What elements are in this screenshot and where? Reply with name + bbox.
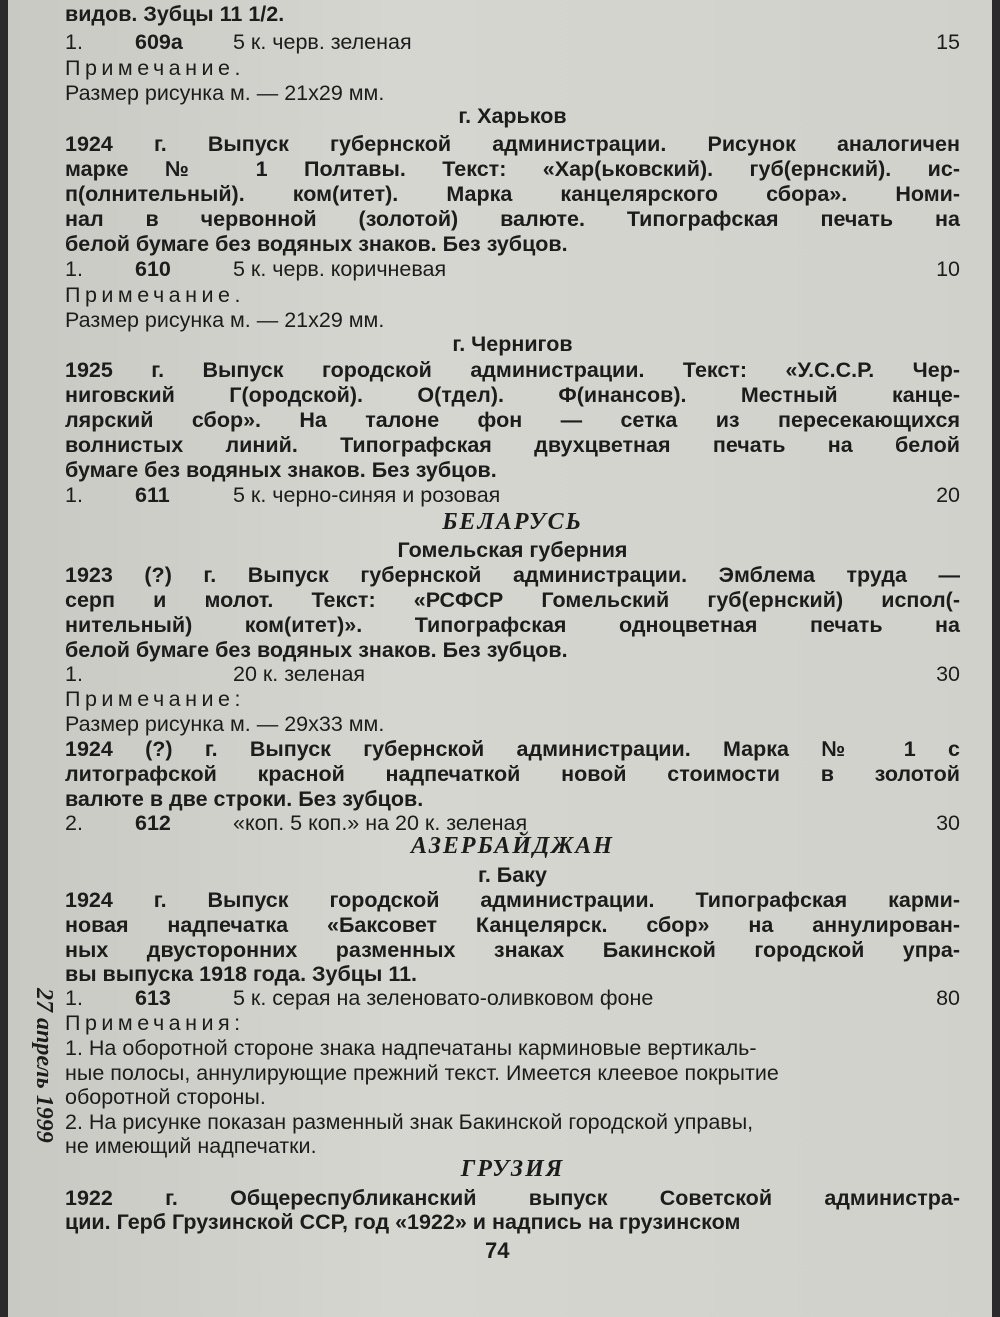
text-line: волнистых линий. Типографская двухцветная печать на белой <box>65 433 960 457</box>
section-city: г. Баку <box>478 863 547 887</box>
page-number: 74 <box>485 1238 510 1263</box>
country-heading: ГРУЗИЯ <box>460 1156 565 1182</box>
note-text: 2. На рисунке показан разменный знак Бакинской городской управы, <box>65 1110 754 1134</box>
text-line: нал в червонной (золотой) валюте. Типографская печать на <box>65 207 960 231</box>
note-heading: Примечание: <box>65 687 245 711</box>
catalog-entry: 1. 609а 5 к. черв. зеленая 15 <box>65 30 960 54</box>
text-line: белой бумаге без водяных знаков. Без зубцов. <box>65 638 568 662</box>
book-page <box>8 0 992 1317</box>
text-line: 1924 (?) г. Выпуск губернской администрации. Марка № 1 с <box>65 737 960 761</box>
text-line: серп и молот. Текст: «РСФСР Гомельский губ(ернский) испол(- <box>65 588 960 612</box>
text-line: ных двусторонних разменных знаках Бакинской городской упра- <box>65 938 960 962</box>
catalog-entry: 1. 613 5 к. серая на зеленовато-оливковом фоне 80 <box>65 986 960 1010</box>
text-line: белой бумаге без водяных знаков. Без зубцов. <box>65 232 568 256</box>
text-line: литографской красной надпечаткой новой стоимости в золотой <box>65 762 960 786</box>
note-heading: Примечания: <box>65 1011 245 1035</box>
side-issue-label: 27 апрель 1999 <box>31 988 57 1143</box>
section-city: г. Харьков <box>458 104 567 128</box>
text-line: видов. Зубцы 11 1/2. <box>65 2 285 26</box>
note-text: не имеющий надпечатки. <box>65 1134 317 1158</box>
text-line: 1923 (?) г. Выпуск губернской администрации. Эмблема труда — <box>65 563 960 587</box>
text-line: 1922 г. Общереспубликанский выпуск Советской администра- <box>65 1186 960 1210</box>
catalog-entry: 1. 20 к. зеленая 30 <box>65 662 960 686</box>
note-heading: Примечание. <box>65 283 245 307</box>
section-city: г. Чернигов <box>452 332 573 356</box>
catalog-entry: 2. 612 «коп. 5 коп.» на 20 к. зеленая 30 <box>65 811 960 835</box>
text-line: валюте в две строки. Без зубцов. <box>65 787 424 811</box>
text-line: лярский сбор». На талоне фон — сетка из пересекающихся <box>65 408 960 432</box>
text-line: новая надпечатка «Баксовет Канцелярск. сбор» на аннулирован- <box>65 913 960 937</box>
country-heading: БЕЛАРУСЬ <box>442 509 583 535</box>
note-heading: Примечание. <box>65 56 245 80</box>
text-line: бумаге без водяных знаков. Без зубцов. <box>65 458 497 482</box>
text-line: ниговский Г(ородской). О(тдел). Ф(инансов). Местный канце- <box>65 383 960 407</box>
text-line: 1924 г. Выпуск городской администрации. Типографская карми- <box>65 888 960 912</box>
country-heading: АЗЕРБАЙДЖАН <box>411 833 614 859</box>
text-line: п(олнительный). ком(итет). Марка канцелярского сбора». Номи- <box>65 182 960 206</box>
text-line: 1925 г. Выпуск городской администрации. Текст: «У.С.С.Р. Чер- <box>65 358 960 382</box>
note-text: Размер рисунка м. — 21х29 мм. <box>65 81 385 105</box>
text-line: марке № 1 Полтавы. Текст: «Хар(ьковский). губ(ернский). ис- <box>65 157 960 181</box>
note-text: Размер рисунка м. — 29х33 мм. <box>65 712 385 736</box>
note-text: Размер рисунка м. — 21х29 мм. <box>65 308 385 332</box>
text-line: 1924 г. Выпуск губернской администрации. Рисунок аналогичен <box>65 132 960 156</box>
catalog-entry: 1. 611 5 к. черно-синяя и розовая 20 <box>65 483 960 507</box>
note-text: ные полосы, аннулирующие прежний текст. Имеется клеевое покрытие <box>65 1061 779 1085</box>
catalog-entry: 1. 610 5 к. черв. коричневая 10 <box>65 257 960 281</box>
section-region: Гомельская губерния <box>397 538 628 562</box>
text-line: вы выпуска 1918 года. Зубцы 11. <box>65 962 418 986</box>
text-line: ции. Герб Грузинской ССР, год «1922» и надпись на грузинском <box>65 1210 741 1234</box>
note-text: оборотной стороны. <box>65 1085 266 1109</box>
note-text: 1. На оборотной стороне знака надпечатаны карминовые вертикаль- <box>65 1036 757 1060</box>
text-line: нительный) ком(итет)». Типографская одноцветная печать на <box>65 613 960 637</box>
